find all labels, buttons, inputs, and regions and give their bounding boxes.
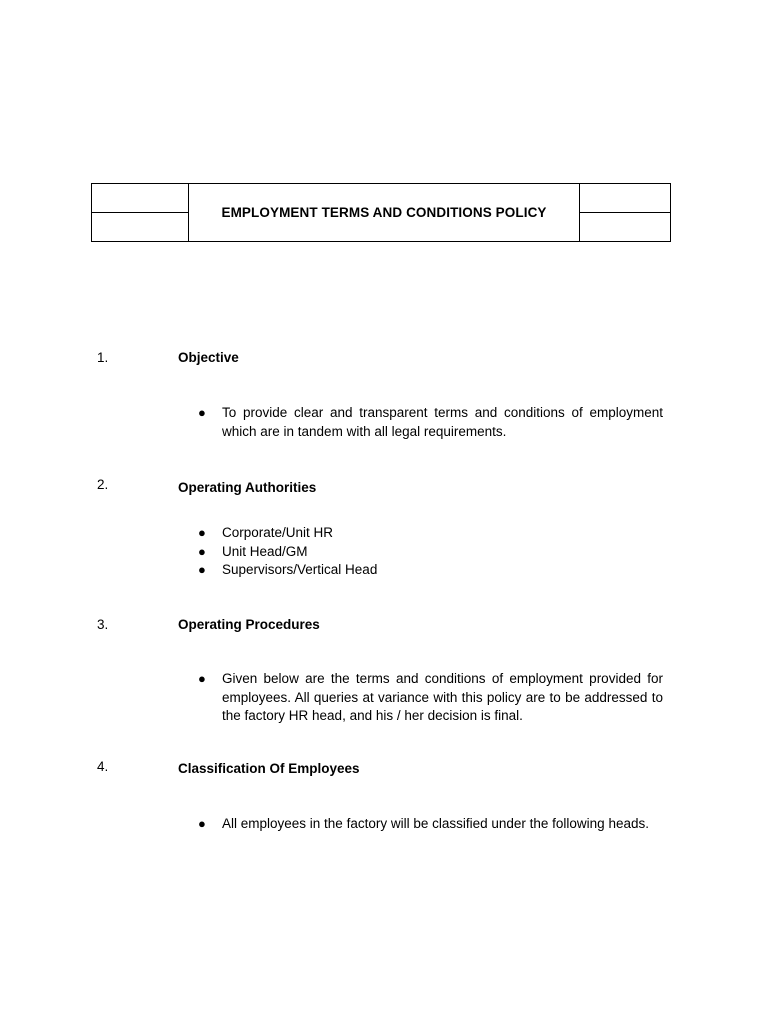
section-bullets-operating-authorities xyxy=(198,524,663,580)
header-table xyxy=(91,183,671,242)
bullet-icon: ● xyxy=(198,405,206,420)
list-item xyxy=(198,561,663,580)
list-item-text: All employees in the factory will be classified under the following heads. xyxy=(222,816,649,831)
bullet-icon: ● xyxy=(198,671,206,686)
list-item xyxy=(198,670,663,726)
list-item-text: Supervisors/Vertical Head xyxy=(222,562,378,577)
list-item xyxy=(198,543,663,562)
list-item-text: Corporate/Unit HR xyxy=(222,525,334,540)
section-number: 3. xyxy=(97,617,109,632)
header-cell-top-left xyxy=(92,184,189,213)
list-item-text: Unit Head/GM xyxy=(222,543,308,559)
bullet-icon: ● xyxy=(198,816,206,831)
section-number: 1. xyxy=(97,350,109,365)
header-cell-bottom-right xyxy=(580,213,671,242)
section-bullets-classification xyxy=(198,815,663,834)
bullet-icon: ● xyxy=(198,525,206,540)
section-heading-operating-authorities: Operating Authorities xyxy=(178,480,317,495)
list-item xyxy=(198,404,663,441)
document-title: EMPLOYMENT TERMS AND CONDITIONS POLICY xyxy=(189,184,580,242)
header-cell-top-right xyxy=(580,184,671,213)
section-heading-classification: Classification Of Employees xyxy=(178,761,360,776)
list-item-text: Given below are the terms and conditions of employment provided for employees. All queries at variance with this policy are to be addressed to the factory HR head, and his / her decision is final. xyxy=(222,671,663,723)
list-item xyxy=(198,815,663,834)
section-heading-objective: Objective xyxy=(178,350,239,365)
bullet-icon: ● xyxy=(198,543,206,559)
section-bullets-operating-procedures xyxy=(198,670,663,726)
section-number: 4. xyxy=(97,759,109,774)
list-item-text: To provide clear and transparent terms and conditions of employment which are in tandem with all legal requirements. xyxy=(222,405,663,439)
bullet-icon: ● xyxy=(198,562,206,577)
section-number: 2. xyxy=(97,477,109,492)
section-heading-operating-procedures: Operating Procedures xyxy=(178,617,320,632)
list-item xyxy=(198,524,663,543)
section-bullets-objective xyxy=(198,404,663,441)
header-cell-bottom-left xyxy=(92,213,189,242)
